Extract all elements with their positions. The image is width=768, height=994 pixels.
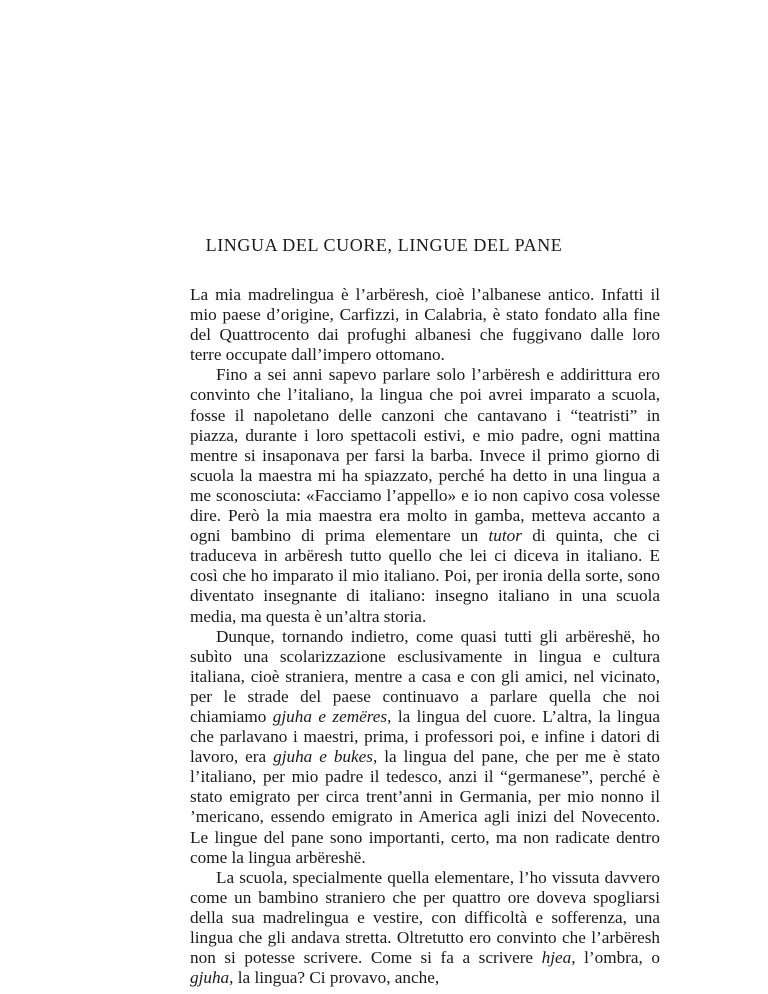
text-run: Fino a sei anni sapevo parlare solo l’arbëresh e addirittura ero convinto che l’italiano, la lingua che poi avrei imparato a scuola, fosse il napoletano delle canzoni che cantavano i “teatristi” in piazza, durante i loro spettacoli estivi, e mio padre, ogni mattina mentre si insaponava per farsi la barba. Invece il primo giorno di scuola la maestra mi ha spiazzato, perché ha detto in una lingua a me sconosciuta: «Facciamo l’appello» e io non capivo cosa volesse dire. Però la mia maestra era molto in gamba, metteva accanto a ogni bambino di prima elementare un xyxy=(190,365,660,546)
paragraph xyxy=(190,285,660,365)
paragraph xyxy=(190,627,660,868)
text-run: La scuola, specialmente quella elementare, l’ho vissuta davvero come un bambino straniero che per quattro ore doveva spogliarsi della sua madrelingua e vestire, con difficoltà e sofferenza, una lingua che gli andava stretta. Oltretutto ero convinto che l’arbëresh non si potesse scrivere. Come si fa a scrivere xyxy=(190,867,660,968)
body-text xyxy=(190,285,660,988)
text-run: , la lingua del cuore. L’altra, la lingua che parlavano i maestri, prima, i professori poi, e infine i datori di lavoro, era xyxy=(190,706,660,767)
text-run: di quinta, che ci traduceva in arbëresh tutto quello che lei ci diceva in italiano. E così che ho imparato il mio italiano. Poi, per ironia della sorte, sono diventato insegnante di italiano: insegno italiano in una scuola media, ma questa è un’altra storia. xyxy=(190,526,660,626)
text-run: La mia madrelingua è l’arbëresh, cioè l’albanese antico. Infatti il mio paese d’origine, Carfizzi, in Calabria, è stato fondato alla fine del Quattrocento dai profughi albanesi che fuggivano dalle loro terre occupate dall’impero ottomano. xyxy=(190,285,660,365)
text-run: , la lingua? Ci provavo, anche, xyxy=(229,968,440,988)
text-run: Dunque, tornando indietro, come quasi tutti gli arbëreshë, ho subìto una scolarizzazione esclusivamente in lingua e cultura italiana, cioè straniera, mentre a casa e con gli amici, nel vicinato, per le strade del paese continuavo a parlare quella che noi chiamiamo xyxy=(190,626,660,726)
italic-term: gjuha e zemëres xyxy=(272,706,388,726)
chapter-title: LINGUA DEL CUORE, LINGUE DEL PANE xyxy=(205,235,563,255)
italic-term: hjea xyxy=(541,948,572,968)
paragraph xyxy=(190,868,660,989)
italic-term: tutor xyxy=(488,526,522,546)
text-run: , la lingua del pane, che per me è stato l’italiano, per mio padre il tedesco, anzi il “germanese”, perché è stato emigrato per circa trent’anni in Germania, per mio nonno il ’mericano, essendo emigrato in America agli inizi del Novecento. Le lingue del pane sono importanti, certo, ma non radicate dentro come la lingua arbëreshë. xyxy=(190,747,660,867)
paragraph xyxy=(190,365,660,626)
text-run: , l’ombra, o xyxy=(571,948,660,968)
italic-term: gjuha e bukes xyxy=(273,747,373,767)
italic-term: gjuha xyxy=(190,968,230,988)
